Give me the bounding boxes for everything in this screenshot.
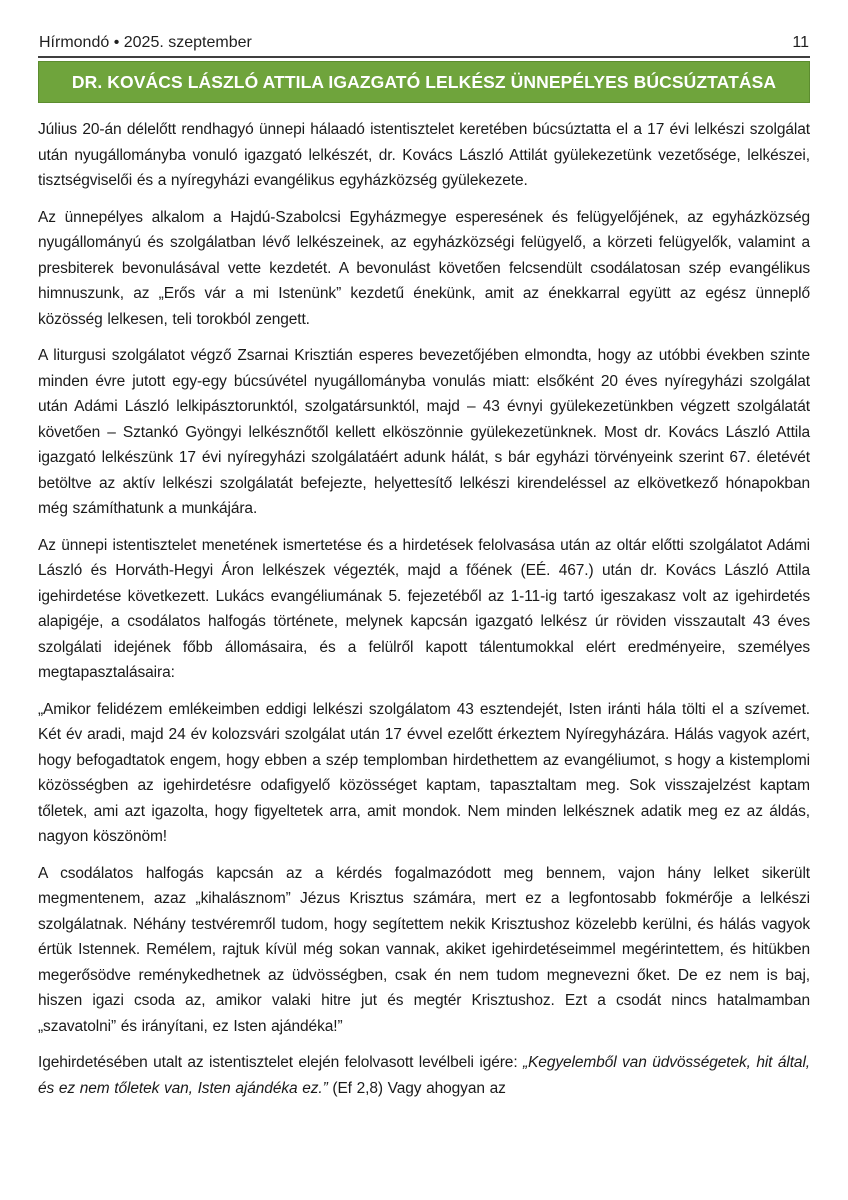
scripture-quote: „Kegyelemből van üdvösségetek, hit által, és ez nem tőletek van, Isten ajándéka ez.” — [38, 1054, 810, 1097]
paragraph-sermon-intro: Az ünnepi istentisztelet menetének ismertetése és a hirdetések felolvasása után az oltár előtti szolgálatot Adámi László és Horváth-Hegyi Áron lelkészek végezték, majd a főének (EÉ. 467.) után dr. Kovács László Attila igehirdetése következett. Lukács evangéliumának 5. fejezetéből az 1-11-ig tartó igeszakasz volt az igehirdetés alapigéje, a csodálatos halfogás története, melynek kapcsán igazgató lelkész úr röviden visszautalt 43 éves szolgálati idejének főbb állomásaira, és a felülről kapott tálentumokkal elért eredményeire, személyes megtapasztalásaira: — [38, 536, 810, 681]
paragraph-quote-memories: „Amikor felidézem emlékeimben eddigi lelkészi szolgálatom 43 esztendejét, Isten iránti hála tölti el a szívemet. Két év aradi, majd 24 év kolozsvári szolgálat után 17 évvel ezelőtt érkeztem Nyíregyházára. Hálás vagyok azért, hogy befogadtatok engem, hogy ebben a szép templomban hirdethettem az evangéliumot, s hogy a kistemplomi közösségben az igehirdetésre odafigyelő közösséget kaptam, tapasztaltam meg. Sok visszajelzést kaptam tőletek, ami azt igazolta, hogy figyeltetek arra, amit mondok. Nem minden lelkésznek adatik meg ez az áldás, nagyon köszönöm! — [38, 700, 810, 845]
paragraph-intro: Július 20-án délelőtt rendhagyó ünnepi hálaadó istentisztelet keretében búcsúztatta el a 17 évi lelkészi szolgálat után nyugállományba vonuló igazgató lelkészét, dr. Kovács László Attilát gyülekezetünk vezetősége, lelkészei, tisztségviselői és a nyíregyházi evangélikus egyházközség gyülekezete. — [38, 121, 810, 189]
article-title: DR. KOVÁCS LÁSZLÓ ATTILA IGAZGATÓ LELKÉSZ ÜNNEPÉLYES BÚCSÚZTATÁSA — [71, 71, 777, 92]
paragraph-liturgy: A liturgusi szolgálatot végző Zsarnai Krisztián esperes bevezetőjében elmondta, hogy az utóbbi években szinte minden évre jutott egy-egy búcsúvétel nyugállományba vonulás miatt: elsőként 20 éves nyíregyházi szolgálat után Adámi László lelkipásztorunktól, szolgatársunktól, majd – 43 évnyi gyülekezetünkben végzett szolgálatát követően – Sztankó Gyöngyi lelkésznőtől kellett elköszönnie gyülekezetünknek. Most dr. Kovács László Attila igazgató lelkészünk 17 évi nyíregyházi szolgálatáért adunk hálát, s bár egyházi törvényeink szerint 67. életévét betöltve az aktív lelkészi szolgálatát befejezte, helyettesítő lelkészi kirendeléssel az elkövetkező hónapokban még számíthatunk a munkájára. — [38, 347, 810, 517]
paragraph-quote-miracle: A csodálatos halfogás kapcsán az a kérdés fogalmazódott meg bennem, vajon hány lelket sikerült megmentenem, azaz „kihalásznom” Jézus Krisztus számára, mert ez a legfontosabb fokmérője a lelkészi szolgálatnak. Néhány testvéremről tudom, hogy segítettem nekik Krisztushoz közelebb kerülni, és hálás vagyok értük Istennek. Remélem, rajtuk kívül még sokan vannak, akiket igehirdetéseimmel megérintettem, és hitükben megerősödve reménykedhetnek az üdvösségben, csak én nem tudom megnevezni őket. De ez nem is baj, hiszen igazi csoda az, amikor valaki hitre jut és megtér Krisztushoz. Ezt a csodát nincs hatalmamban „szavatolni” és irányítani, ez Isten ajándéka!” — [38, 864, 810, 1035]
header-rule — [38, 56, 810, 58]
header-issue-label: Hírmondó • 2025. szeptember — [39, 34, 252, 51]
paragraph-ceremony-opening: Az ünnepélyes alkalom a Hajdú-Szabolcsi Egyházmegye esperesének és felügyelőjének, az egyházközség nyugállományú és szolgálatban lévő lelkészeinek, az egyházközségi felügyelő, a körzeti felügyelők, valamint a presbiterek bevonulásával vette kezdetét. A bevonulást követően felcsendült csodálatosan szép evangélikus himnuszunk, az „Erős vár a mi Istenünk” kezdetű énekünk, amit az énekkarral együtt az egész ünneplő közösség lelkesen, teli torokból zengett. — [38, 208, 810, 328]
paragraph-scripture-prefix: Igehirdetésében utalt az istentisztelet elején felolvasott levélbeli igére: — [38, 1054, 523, 1071]
article-body — [38, 117, 810, 1101]
page-header — [38, 34, 810, 56]
article-title-banner — [38, 61, 810, 103]
paragraph-scripture-suffix: (Ef 2,8) Vagy ahogyan az — [327, 1079, 506, 1097]
paragraph-scripture — [38, 1050, 810, 1101]
page-number: 11 — [792, 34, 809, 51]
